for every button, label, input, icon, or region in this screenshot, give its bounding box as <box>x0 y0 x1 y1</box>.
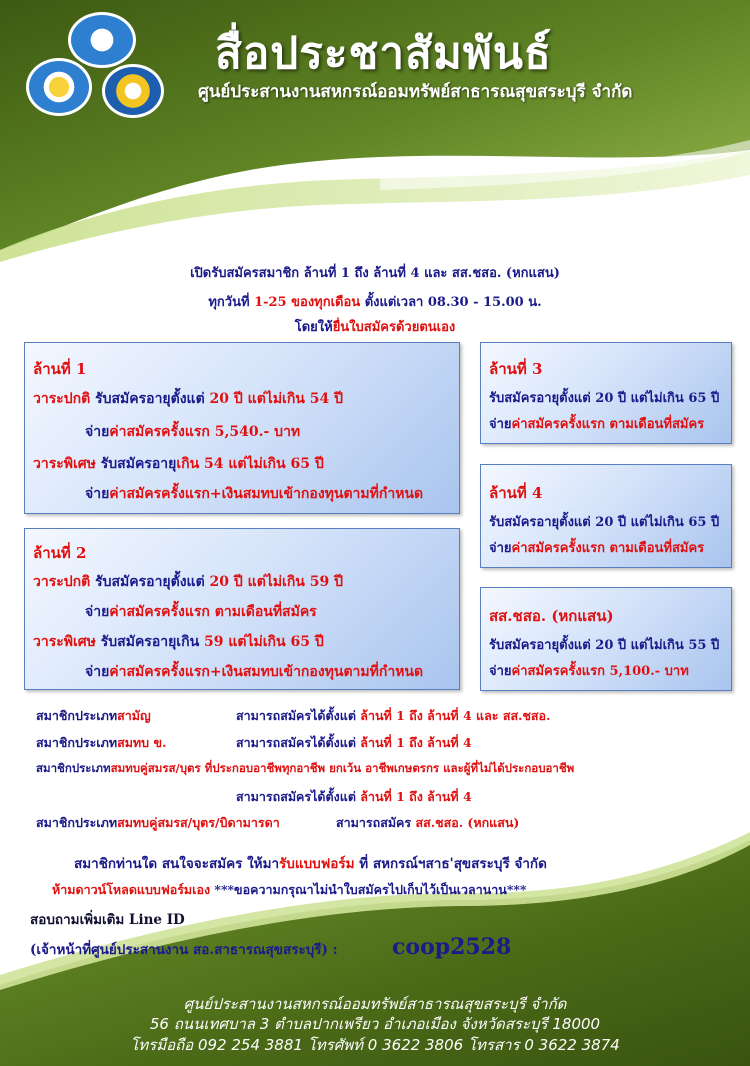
intro-line-2-prefix: ทุกวันที่ <box>208 295 255 310</box>
box-2-row-3-term: วาระพิเศษ <box>33 634 96 650</box>
rule-regular <box>36 706 151 726</box>
rule-spouse-scope-range: ล้านที่ 1 ถึง ล้านที่ 4 <box>360 789 472 804</box>
rule-spouse-scope <box>236 787 472 807</box>
box-1-heading: ล้านที่ 1 <box>33 360 87 378</box>
box-1-row-4 <box>85 483 423 505</box>
rule-spouse-scope-text: สามารถสมัครได้ตั้งแต่ <box>236 789 361 804</box>
box-2-row-1-text: รับสมัครอายุตั้งแต่ <box>90 574 210 590</box>
intro-line-2-suffix: ตั้งแต่เวลา 08.30 - 15.00 น. <box>360 295 542 310</box>
box-2-heading: ล้านที่ 2 <box>33 544 87 562</box>
footer-org-name: ศูนย์ประสานงานสหกรณ์ออมทรัพย์สาธารณสุขสระบุรี จำกัด <box>183 995 567 1013</box>
rule-associate-scope-text: สามารถสมัครได้ตั้งแต่ <box>236 735 361 750</box>
box-million-2 <box>24 528 460 690</box>
box-3-row-1: รับสมัครอายุตั้งแต่ 20 ปี แต่ไม่เกิน 65 ปี <box>489 391 720 406</box>
line-id-value: coop2528 <box>392 934 512 960</box>
page-subtitle: ศูนย์ประสานงานสหกรณ์ออมทรัพย์สาธารณสุขสระบุรี จำกัด <box>198 82 633 102</box>
rule-spouse <box>36 760 574 778</box>
box-2-row-4-fee: ค่าสมัครครั้งแรก+เงินสมทบเข้ากองทุนตามที่กำหนด <box>109 664 424 680</box>
logo-right <box>102 64 164 118</box>
notice-line-1 <box>74 852 547 874</box>
intro-line-2 <box>0 291 750 312</box>
box-5-row-1: รับสมัครอายุตั้งแต่ 20 ปี แต่ไม่เกิน 55 ปี <box>489 638 720 653</box>
rule-family-scope-range: สส.ชสอ. (หกแสน) <box>415 815 520 830</box>
box-2-row-1-term: วาระปกติ <box>33 574 91 590</box>
box-1-row-2-fee: ค่าสมัครครั้งแรก 5,540.- บาท <box>109 424 301 440</box>
logo-left <box>26 58 92 116</box>
box-2-row-4 <box>85 661 423 683</box>
box-4-row-2-pay: จ่าย <box>489 541 512 556</box>
rule-regular-scope-range: ล้านที่ 1 ถึง ล้านที่ 4 และ สส.ชสอ. <box>360 708 551 723</box>
box-sor-chor <box>480 587 732 691</box>
notice-line-1-c: ที่ สหกรณ์ฯสาธ'สุขสระบุรี จำกัด <box>354 856 547 872</box>
box-2-row-1 <box>33 571 343 593</box>
box-1-row-3-term: วาระพิเศษ <box>33 456 96 472</box>
box-million-4 <box>480 464 732 568</box>
rule-associate-scope-range: ล้านที่ 1 ถึง ล้านที่ 4 <box>360 735 472 750</box>
rule-family-scope <box>336 813 519 833</box>
notice-line-1-a: สมาชิกท่านใด สนใจจะสมัคร ให้มา <box>74 856 280 872</box>
box-1-row-4-pay: จ่าย <box>85 486 110 502</box>
notice-line-2-request: ***ขอความกรุณาไม่นำใบสมัครไปเก็บไว้เป็นเวลานาน*** <box>210 882 527 897</box>
box-1-row-1-text: รับสมัครอายุตั้งแต่ <box>90 391 210 407</box>
rule-regular-label: สมาชิกประเภท <box>36 708 118 723</box>
box-4-row-2-fee: ค่าสมัครครั้งแรก ตามเดือนที่สมัคร <box>511 541 705 556</box>
intro-line-3 <box>0 316 750 337</box>
box-1-row-2 <box>85 421 300 443</box>
box-1-row-1 <box>33 388 343 410</box>
box-4-row-1: รับสมัครอายุตั้งแต่ 20 ปี แต่ไม่เกิน 65 ปี <box>489 515 720 530</box>
box-5-row-2 <box>489 660 689 681</box>
rule-associate <box>36 733 166 753</box>
intro-line-2-highlight: 1-25 ของทุกเดือน <box>254 295 361 310</box>
box-1-row-3-text: รับสมัครอายุ <box>95 456 177 472</box>
box-4-row-2 <box>489 537 704 558</box>
box-2-row-3-age: 59 แต่ไม่เกิน 65 ปี <box>204 634 324 650</box>
notice-line-4: (เจ้าหน้าที่ศูนย์ประสานงาน สอ.สาธารณสุขสระบุรี) : <box>30 942 338 958</box>
box-3-row-2-pay: จ่าย <box>489 417 512 432</box>
intro-line-3-highlight: ยื่นใบสมัครด้วยตนเอง <box>332 320 456 335</box>
rule-family <box>36 813 280 833</box>
box-1-row-1-term: วาระปกติ <box>33 391 91 407</box>
box-1-row-3-age: เกิน 54 แต่ไม่เกิน 65 ปี <box>176 456 324 472</box>
notice-line-2-warning: ห้ามดาวน์โหลดแบบฟอร์มเอง <box>52 882 211 897</box>
rule-spouse-type: สมทบคู่สมรส/บุตร ที่ประกอบอาชีพทุกอาชีพ ยกเว้น อาชีพเกษตรกร และผู้ที่ไม่ได้ประกอบอาชีพ <box>110 761 575 775</box>
rule-family-scope-text: สามารถสมัคร <box>336 815 416 830</box>
rule-regular-scope <box>236 706 550 726</box>
footer-address: 56 ถนนเทศบาล 3 ตำบลปากเพรียว อำเภอเมือง จังหวัดสระบุรี 18000 <box>149 1015 601 1033</box>
box-5-row-2-fee: ค่าสมัครครั้งแรก 5,100.- บาท <box>511 664 689 679</box>
box-million-1 <box>24 342 460 514</box>
intro-line-1: เปิดรับสมัครสมาชิก ล้านที่ 1 ถึง ล้านที่ 4 และ สส.ชสอ. (หกแสน) <box>190 266 560 281</box>
rule-family-type: สมทบคู่สมรส/บุตร/บิดามารดา <box>117 815 280 830</box>
rule-associate-label: สมาชิกประเภท <box>36 735 118 750</box>
rule-regular-scope-text: สามารถสมัครได้ตั้งแต่ <box>236 708 361 723</box>
page-title: สื่อประชาสัมพันธ์ <box>215 28 552 79</box>
box-1-row-1-age: 20 ปี แต่ไม่เกิน 54 ปี <box>209 391 343 407</box>
footer-phones: โทรมือถือ 092 254 3881 โทรศัพท์ 0 3622 3806 โทรสาร 0 3622 3874 <box>130 1036 620 1054</box>
rule-associate-type: สมทบ ข. <box>117 735 167 750</box>
box-2-row-2-pay: จ่าย <box>85 604 110 620</box>
logo-top <box>68 12 136 68</box>
box-3-row-2-fee: ค่าสมัครครั้งแรก ตามเดือนที่สมัคร <box>511 417 705 432</box>
notice-line-2 <box>52 880 526 900</box>
box-2-row-2 <box>85 601 317 623</box>
notice-line-3: สอบถามเพิ่มเติม Line ID <box>30 912 185 928</box>
box-2-row-4-pay: จ่าย <box>85 664 110 680</box>
box-2-row-2-fee: ค่าสมัครครั้งแรก ตามเดือนที่สมัคร <box>109 604 317 620</box>
box-1-row-4-fee: ค่าสมัครครั้งแรก+เงินสมทบเข้ากองทุนตามที่กำหนด <box>109 486 424 502</box>
rule-regular-type: สามัญ <box>117 708 151 723</box>
rule-family-label: สมาชิกประเภท <box>36 815 118 830</box>
box-1-row-2-pay: จ่าย <box>85 424 110 440</box>
box-million-3 <box>480 342 732 444</box>
rule-spouse-label: สมาชิกประเภท <box>36 761 111 775</box>
box-5-row-2-pay: จ่าย <box>489 664 512 679</box>
box-2-row-3-text: รับสมัครอายุเกิน <box>95 634 205 650</box>
box-3-row-2 <box>489 413 704 434</box>
box-5-heading: สส.ชสอ. (หกแสน) <box>489 607 614 625</box>
notice-line-1-form: รับแบบฟอร์ม <box>279 856 355 872</box>
intro-line-3-prefix: โดยให้ <box>294 320 333 335</box>
box-1-row-3 <box>33 453 324 475</box>
rule-associate-scope <box>236 733 472 753</box>
box-4-heading: ล้านที่ 4 <box>489 484 543 502</box>
box-2-row-1-age: 20 ปี แต่ไม่เกิน 59 ปี <box>209 574 343 590</box>
box-2-row-3 <box>33 631 324 653</box>
box-3-heading: ล้านที่ 3 <box>489 360 543 378</box>
